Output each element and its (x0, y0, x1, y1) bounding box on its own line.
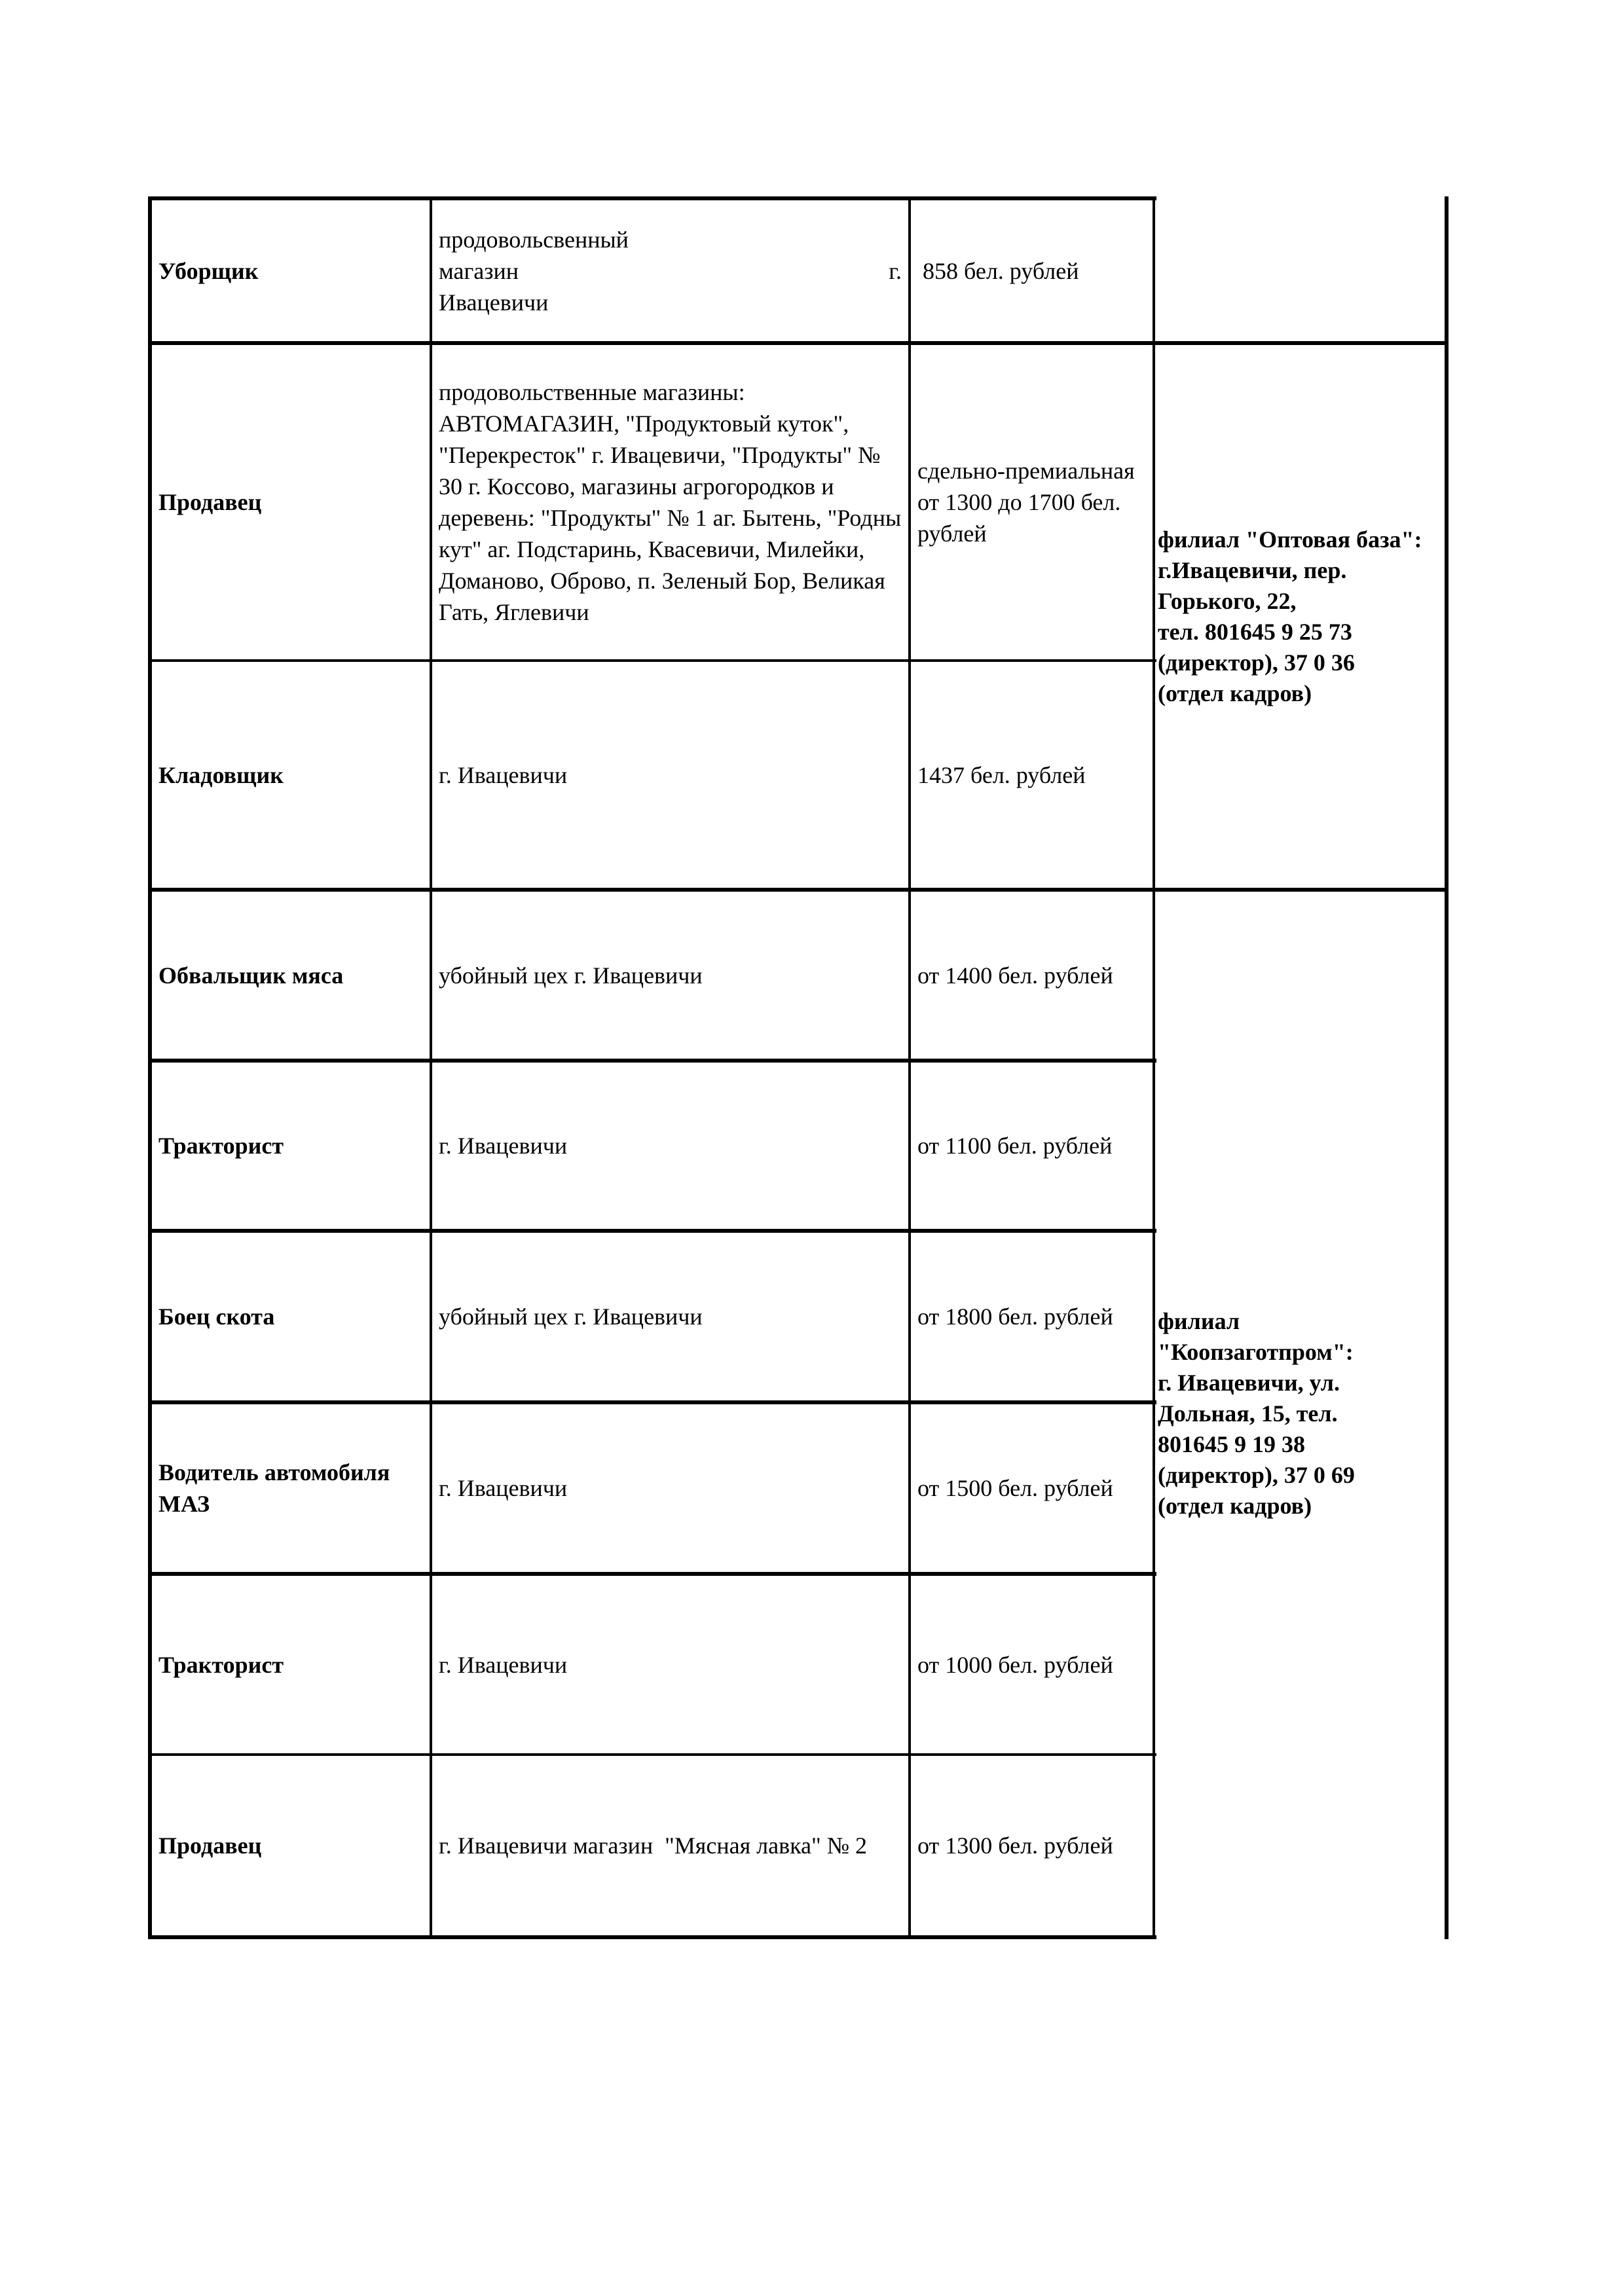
workplace-text: г. Ивацевичи (439, 1651, 568, 1678)
position-cell (152, 200, 430, 341)
position-label: Водитель автомобиля МАЗ (158, 1459, 390, 1517)
employer-line: Дольная, 15, тел. (1158, 1400, 1338, 1427)
workplace-text: продовольственные магазины: АВТОМАГАЗИН, "Продуктовый куток", "Перекресток" г. Ивацевичи, "Продукты" № 30 г. Коссово, магазины агрогородков и деревень: "Продукты" № 1 аг. Бытень, "Родны кут" аг. Подстаринь, Квасевичи, Милейки, Доманово, Оброво, п. Зеленый Бор, Великая Гать, Яглевичи (439, 379, 902, 625)
salary-text: от 1300 бел. рублей (917, 1832, 1113, 1859)
workplace-text: убойный цех г. Ивацевичи (439, 962, 703, 989)
position-cell (152, 1756, 430, 1935)
salary-cell (911, 1576, 1153, 1753)
salary-cell (911, 662, 1153, 888)
workplace-cell (432, 892, 908, 1059)
workplace-text: г. Ивацевичи (439, 1475, 568, 1501)
position-label: Уборщик (158, 257, 259, 284)
employer-line: "Коопзаготпром": (1158, 1338, 1354, 1365)
employer-line: г.Ивацевичи, пер. (1158, 556, 1347, 583)
position-label: Обвальщик мяса (158, 962, 344, 989)
employer-contact (1158, 524, 1438, 709)
workplace-cell (432, 662, 908, 888)
salary-cell (911, 892, 1153, 1059)
employer-contact (1158, 1306, 1438, 1522)
employer-line: филиал (1158, 1307, 1240, 1334)
position-label: Продавец (158, 489, 262, 515)
salary-cell (911, 345, 1153, 659)
employer-line: г. Ивацевичи, ул. (1158, 1369, 1340, 1396)
salary-text: от 1800 бел. рублей (917, 1303, 1113, 1330)
position-cell (152, 662, 430, 888)
salary-cell (911, 1756, 1153, 1935)
employer-line: филиал "Оптовая база": (1158, 526, 1422, 553)
employer-phone: 801645 9 19 38 (1158, 1430, 1305, 1457)
position-label: Боец скота (158, 1303, 275, 1330)
position-label: Кладовщик (158, 761, 284, 788)
workplace-cell (432, 345, 908, 659)
position-cell (152, 1063, 430, 1229)
workplace-text: г. Ивацевичи (439, 761, 568, 788)
workplace-text: г. Ивацевичи магазин "Мясная лавка" № 2 (439, 1832, 868, 1859)
employer-phone: тел. 801645 9 25 73 (1158, 618, 1352, 645)
salary-text: сдельно-премиальная от 1300 до 1700 бел. рублей (917, 458, 1135, 547)
salary-text: 858 бел. рублей (923, 257, 1079, 284)
employer-line: (директор), 37 0 69 (1158, 1461, 1355, 1488)
employer-line: (отдел кадров) (1158, 680, 1312, 706)
position-cell (152, 1233, 430, 1400)
workplace-cell (432, 1576, 908, 1753)
position-label: Тракторист (158, 1133, 284, 1159)
table-border-right (1445, 196, 1449, 1939)
employer-line: (отдел кадров) (1158, 1492, 1312, 1519)
salary-text: от 1500 бел. рублей (917, 1475, 1113, 1501)
employer-contact-cell (1155, 345, 1445, 888)
position-cell (152, 892, 430, 1059)
salary-cell (911, 200, 1153, 341)
workplace-text: убойный цех г. Ивацевичи (439, 1303, 703, 1330)
workplace-cell (432, 1063, 908, 1229)
workplace-text: г. Ивацевичи (439, 1133, 568, 1159)
employer-contact-cell (1155, 892, 1445, 1935)
position-cell (152, 1404, 430, 1572)
workplace-cell (432, 1756, 908, 1935)
salary-text: от 1000 бел. рублей (917, 1651, 1113, 1678)
workplace-cell (432, 200, 908, 341)
workplace-cell (432, 1404, 908, 1572)
salary-text: от 1100 бел. рублей (917, 1133, 1113, 1159)
salary-cell (911, 1063, 1153, 1229)
position-label: Тракторист (158, 1651, 284, 1678)
position-label: Продавец (158, 1832, 262, 1859)
salary-cell (911, 1404, 1153, 1572)
position-cell (152, 1576, 430, 1753)
workplace-text: продовольсвенный магазин г. Ивацевичи (439, 226, 902, 316)
salary-cell (911, 1233, 1153, 1400)
workplace-cell (432, 1233, 908, 1400)
table-border-bottom (149, 1935, 1156, 1939)
employer-line: (директор), 37 0 36 (1158, 649, 1355, 676)
position-cell (152, 345, 430, 659)
employer-line: Горького, 22, (1158, 587, 1297, 614)
salary-text: от 1400 бел. рублей (917, 962, 1113, 989)
salary-text: 1437 бел. рублей (917, 761, 1086, 788)
